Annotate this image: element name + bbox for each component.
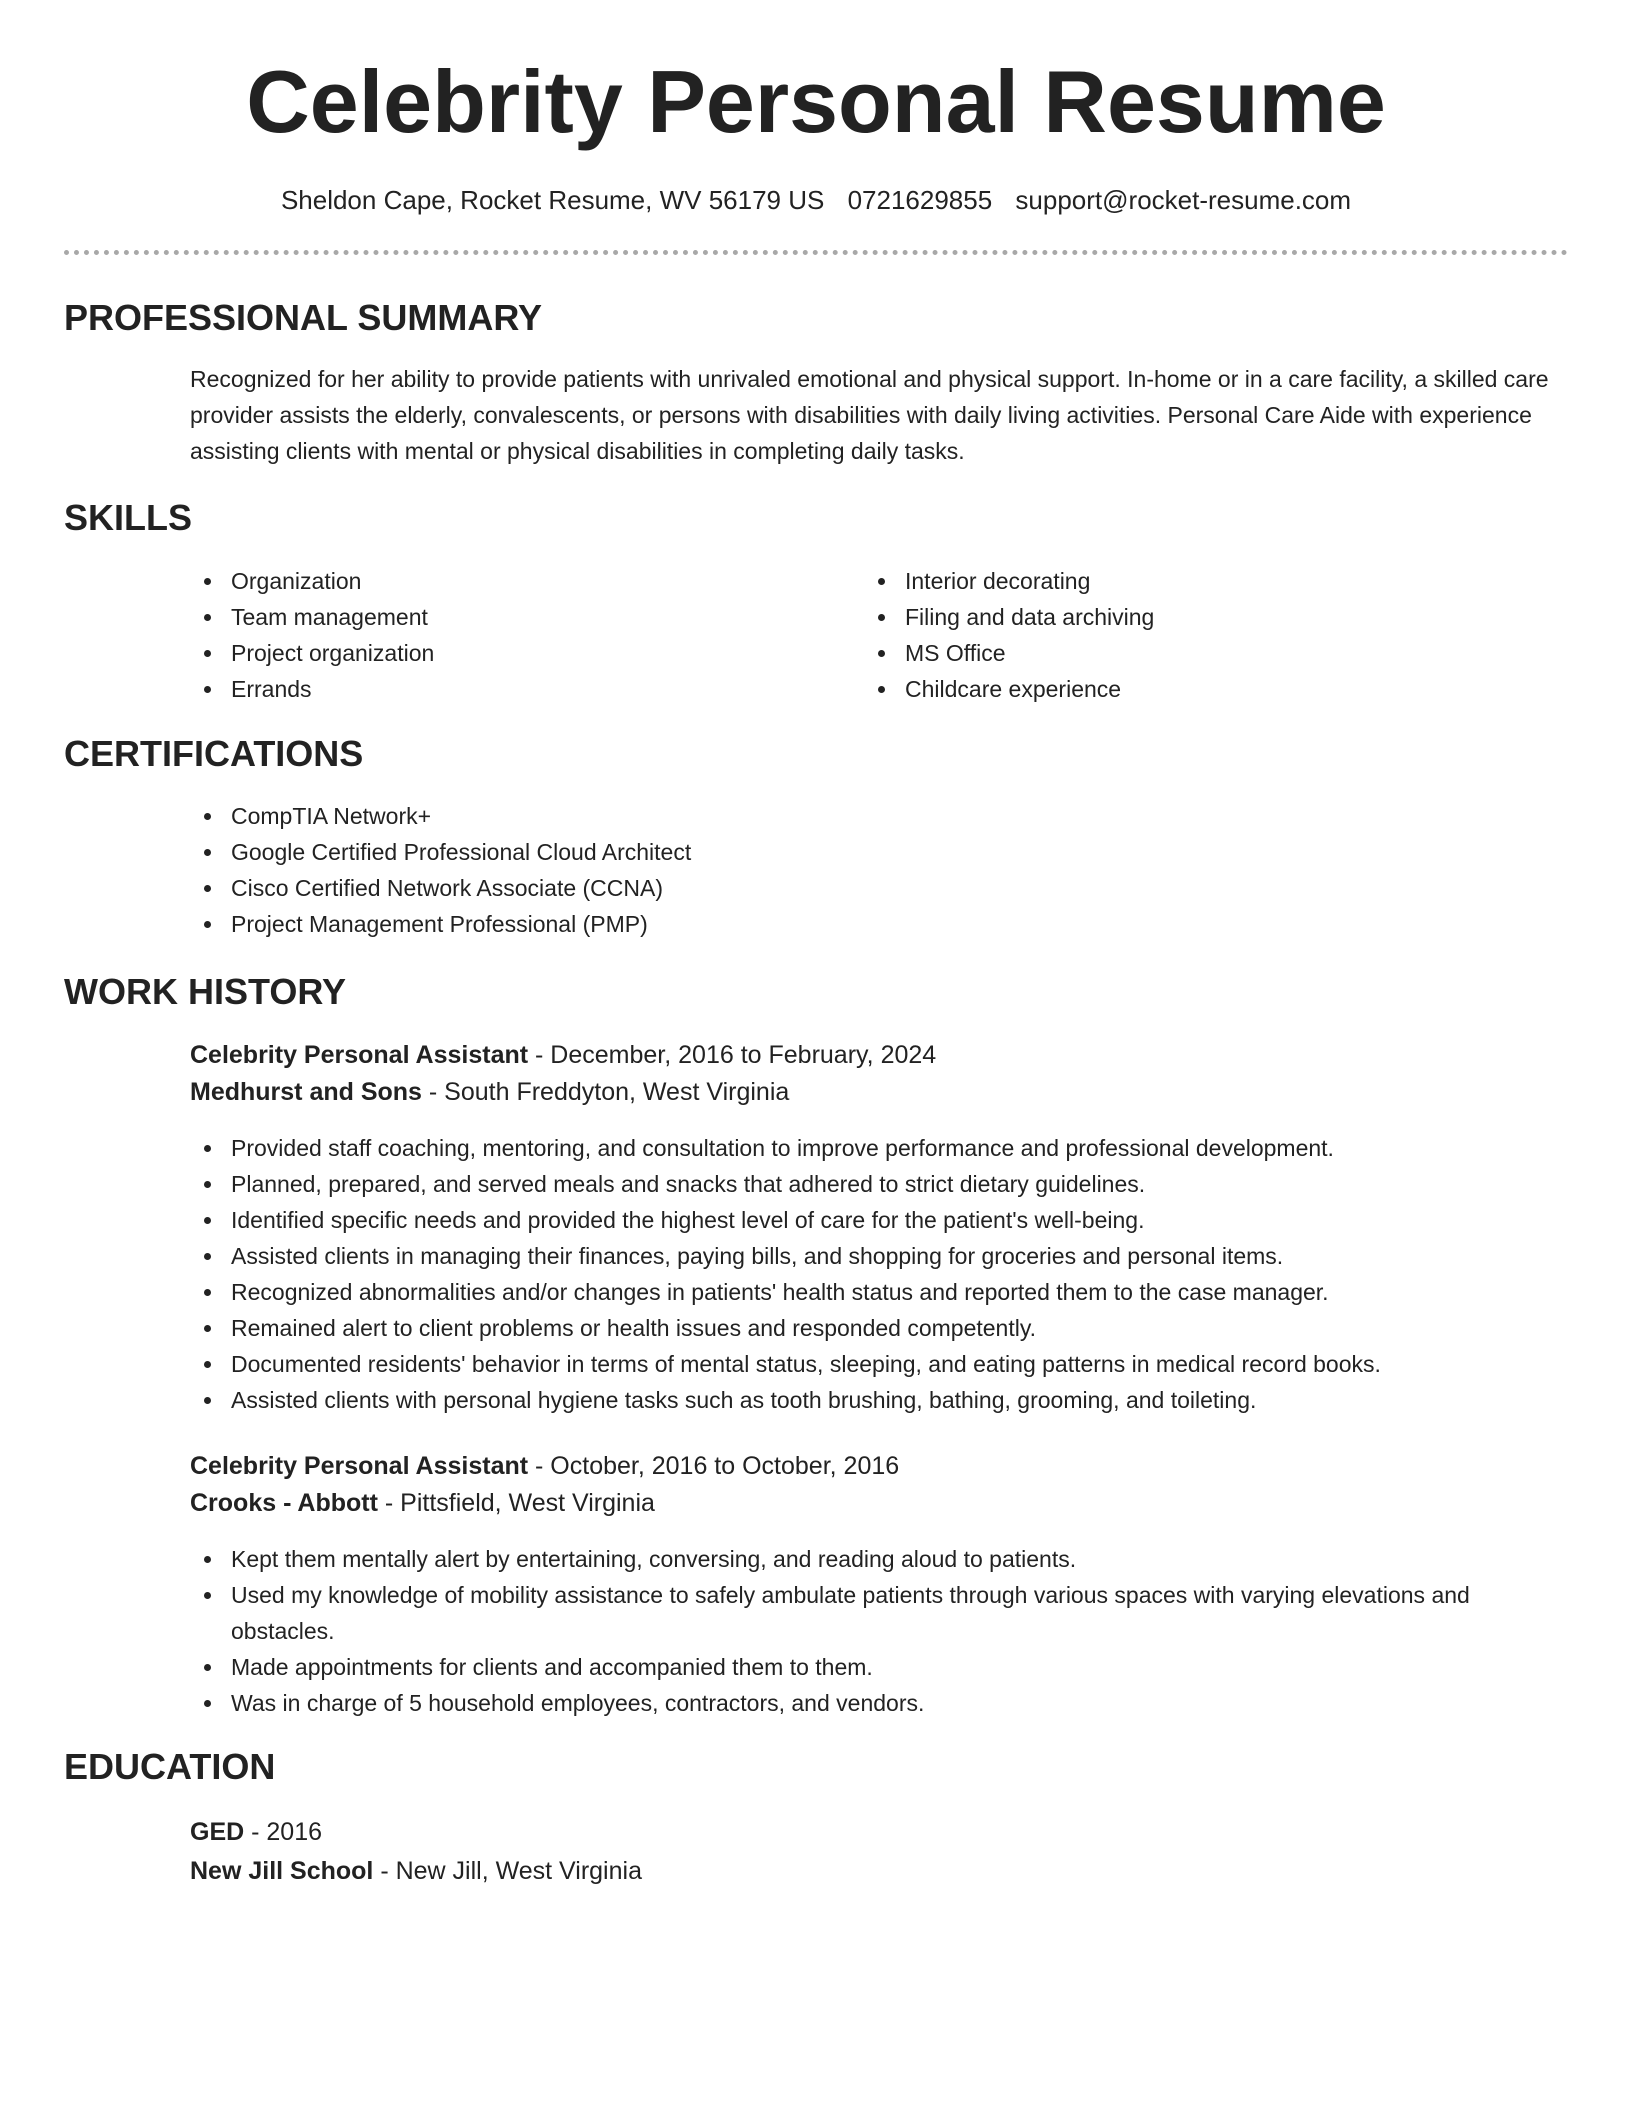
job-bullet: Provided staff coaching, mentoring, and consultation to improve performance and professional development.	[188, 1130, 1558, 1166]
job-company-line	[190, 1484, 1550, 1522]
job-title: Celebrity Personal Assistant	[190, 1452, 529, 1480]
job-dates: - December, 2016 to February, 2024	[528, 1041, 937, 1069]
job-bullet: Was in charge of 5 household employees, contractors, and vendors.	[188, 1685, 1528, 1721]
job-bullet: Documented residents' behavior in terms of mental status, sleeping, and eating patterns in medical record books.	[188, 1346, 1558, 1382]
summary-heading: PROFESSIONAL SUMMARY	[64, 297, 543, 338]
job-bullets	[188, 1130, 1558, 1418]
certification-item: CompTIA Network+	[188, 798, 1548, 834]
certification-item: Project Management Professional (PMP)	[188, 906, 1548, 942]
education-school: New Jill School	[190, 1857, 374, 1885]
skill-item: MS Office	[862, 635, 1502, 671]
job-bullet: Identified specific needs and provided the highest level of care for the patient's well-being.	[188, 1202, 1558, 1238]
work-history-heading: WORK HISTORY	[64, 971, 347, 1012]
summary-text: Recognized for her ability to provide patients with unrivaled emotional and physical support. In-home or in a care facility, a skilled care provider assists the elderly, convalescents, or persons with disabilities with daily living activities. Personal Care Aide with experience assisting clients with mental or physical disabilities in completing daily tasks.	[190, 366, 1549, 464]
education-degree: GED	[190, 1818, 245, 1846]
certification-item: Cisco Certified Network Associate (CCNA)	[188, 870, 1548, 906]
skill-item: Childcare experience	[862, 671, 1502, 707]
skill-item: Errands	[188, 671, 828, 707]
skill-item: Organization	[188, 563, 828, 599]
job-bullet: Remained alert to client problems or health issues and responded competently.	[188, 1310, 1558, 1346]
job-company: Medhurst and Sons	[190, 1078, 422, 1106]
skill-item: Filing and data archiving	[862, 599, 1502, 635]
resume-title: Celebrity Personal Resume	[246, 52, 1386, 151]
skills-list-right	[862, 563, 1502, 707]
skill-item: Interior decorating	[862, 563, 1502, 599]
job-bullet: Assisted clients in managing their finances, paying bills, and shopping for groceries and personal items.	[188, 1238, 1558, 1274]
job-bullet: Recognized abnormalities and/or changes in patients' health status and reported them to the case manager.	[188, 1274, 1558, 1310]
contact-line	[0, 182, 1632, 218]
education-school-line	[190, 1852, 1550, 1890]
job-bullets	[188, 1541, 1528, 1721]
job-bullet: Planned, prepared, and served meals and snacks that adhered to strict dietary guidelines.	[188, 1166, 1558, 1202]
job-location: - Pittsfield, West Virginia	[377, 1489, 655, 1517]
certifications-heading: CERTIFICATIONS	[64, 733, 364, 774]
contact-email: support@rocket-resume.com	[1015, 185, 1352, 215]
job-bullet: Assisted clients with personal hygiene tasks such as tooth brushing, bathing, grooming, and toileting.	[188, 1382, 1558, 1418]
header-divider	[64, 250, 1568, 255]
contact-address: Sheldon Cape, Rocket Resume, WV 56179 US	[280, 185, 825, 215]
certifications-list	[188, 798, 1548, 942]
skill-item: Team management	[188, 599, 828, 635]
skills-heading: SKILLS	[64, 497, 193, 538]
job-title-line	[190, 1036, 1550, 1074]
education-year: - 2016	[244, 1818, 323, 1846]
education-heading: EDUCATION	[64, 1746, 276, 1787]
job-title: Celebrity Personal Assistant	[190, 1041, 529, 1069]
job-company: Crooks - Abbott	[190, 1489, 378, 1517]
job-title-line	[190, 1447, 1550, 1485]
certification-item: Google Certified Professional Cloud Architect	[188, 834, 1548, 870]
contact-phone: 0721629855	[847, 185, 993, 215]
skills-list-left	[188, 563, 828, 707]
education-location: - New Jill, West Virginia	[373, 1857, 642, 1885]
job-bullet: Used my knowledge of mobility assistance to safely ambulate patients through various spaces with varying elevations and obstacles.	[188, 1577, 1528, 1649]
job-location: - South Freddyton, West Virginia	[421, 1078, 790, 1106]
job-bullet: Kept them mentally alert by entertaining, conversing, and reading aloud to patients.	[188, 1541, 1528, 1577]
education-degree-line	[190, 1813, 1550, 1851]
job-dates: - October, 2016 to October, 2016	[528, 1452, 900, 1480]
job-bullet: Made appointments for clients and accompanied them to them.	[188, 1649, 1528, 1685]
job-company-line	[190, 1073, 1550, 1111]
skill-item: Project organization	[188, 635, 828, 671]
